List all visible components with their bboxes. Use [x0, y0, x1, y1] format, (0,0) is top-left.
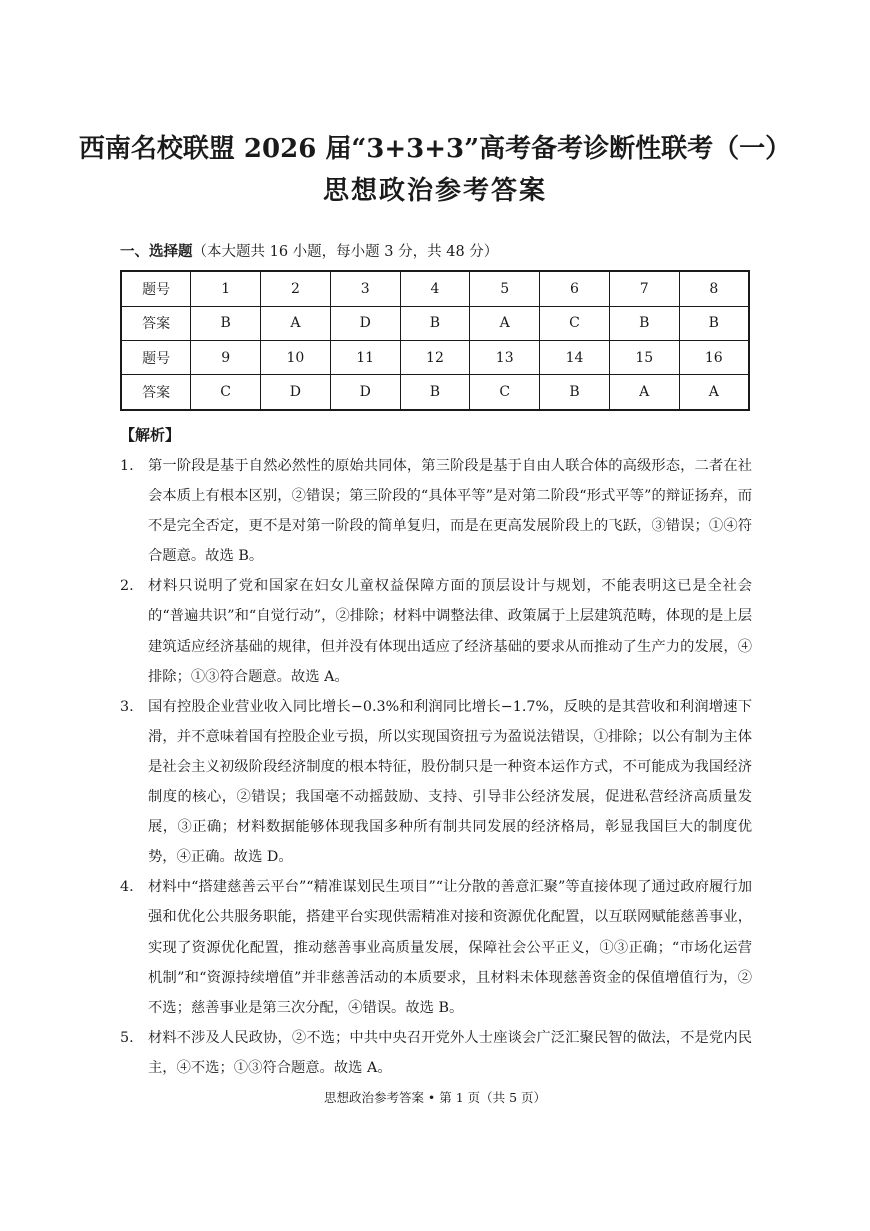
item-text: 材料中“搭建慈善云平台”“精准谋划民生项目”“让分散的善意汇聚”等直接体现了通过政府履行加强和优化公共服务职能，搭建平台实现供需精准对接和资源优化配置，以互联网赋能慈善事业，实现了资源优化配置，推动慈善事业高质量发展，保障社会公平正义，①③正确；“市场化运营机制”和“资源持续增值”并非慈善活动的本质要求，且材料未体现慈善资金的保值增值行为，②不选；慈善事业是第三次分配，④错误。故选 B。	[148, 879, 752, 1016]
table-row	[121, 306, 749, 340]
analysis-item-5	[120, 1023, 752, 1083]
table-cell: A	[609, 375, 679, 410]
table-cell: D	[330, 306, 400, 340]
table-cell: D	[330, 375, 400, 410]
table-row	[121, 340, 749, 374]
analysis-item-1	[120, 451, 752, 571]
item-text: 材料不涉及人民政协，②不选；中共中央召开党外人士座谈会广泛汇聚民智的做法，不是党内民主，④不选；①③符合题意。故选 A。	[148, 1029, 752, 1076]
table-cell: 12	[400, 340, 470, 374]
section-heading	[120, 240, 498, 261]
item-number: 1.	[120, 458, 134, 474]
table-cell: 9	[191, 340, 261, 374]
table-cell: 14	[540, 340, 610, 374]
item-text: 材料只说明了党和国家在妇女儿童权益保障方面的顶层设计与规划，不能表明这已是全社会的“普遍共识”和“自觉行动”，②排除；材料中调整法律、政策属于上层建筑范畴，体现的是上层建筑适应经济基础的规律，但并没有体现出适应了经济基础的要求从而推动了生产力的发展，④排除；①③符合题意。故选 A。	[148, 578, 752, 685]
table-cell: 16	[679, 340, 749, 374]
row-label: 题号	[121, 271, 191, 306]
item-text: 国有控股企业营业收入同比增长−0.3%和利润同比增长−1.7%，反映的是其营收和利润增速下滑，并不意味着国有控股企业亏损，所以实现国资扭亏为盈说法错误，①排除；以公有制为主体是社会主义初级阶段经济制度的根本特征，股份制只是一种资本运作方式，不可能成为我国经济制度的核心，②错误；我国毫不动摇鼓励、支持、引导非公经济发展，促进私营经济高质量发展，③正确；材料数据能够体现我国多种所有制共同发展的经济格局，彰显我国巨大的制度优势，④正确。故选 D。	[148, 698, 752, 866]
analysis-list	[120, 451, 752, 1083]
table-cell: 7	[609, 271, 679, 306]
item-text: 第一阶段是基于自然必然性的原始共同体，第三阶段是基于自由人联合体的高级形态，二者在社会本质上有根本区别，②错误；第三阶段的“具体平等”是对第二阶段“形式平等”的辩证扬弃，而不是完全否定，更不是对第一阶段的简单复归，而是在更高发展阶段上的飞跃，③错误；①④符合题意。故选 B。	[148, 458, 752, 565]
table-cell: A	[470, 306, 540, 340]
table-cell: B	[400, 375, 470, 410]
table-cell: B	[679, 306, 749, 340]
table-cell: 13	[470, 340, 540, 374]
item-number: 4.	[120, 879, 134, 896]
table-cell: 8	[679, 271, 749, 306]
table-cell: 10	[261, 340, 331, 374]
table-cell: 3	[330, 271, 400, 306]
table-cell: B	[191, 306, 261, 340]
table-cell: 1	[191, 271, 261, 306]
table-cell: 11	[330, 340, 400, 374]
analysis-item-2	[120, 571, 752, 691]
table-cell: C	[470, 375, 540, 410]
row-label: 答案	[121, 306, 191, 340]
table-cell: 4	[400, 271, 470, 306]
table-cell: 15	[609, 340, 679, 374]
document-subtitle: 思想政治参考答案	[322, 176, 547, 206]
item-number: 5.	[120, 1029, 134, 1046]
table-cell: B	[540, 375, 610, 410]
analysis-heading: 【解析】	[120, 426, 181, 444]
table-cell: C	[540, 306, 610, 340]
section-note: （本大题共 16 小题，每小题 3 分，共 48 分）	[192, 244, 499, 260]
table-cell: B	[609, 306, 679, 340]
row-label: 答案	[121, 375, 191, 410]
item-number: 3.	[120, 698, 134, 715]
table-cell: 6	[540, 271, 610, 306]
table-cell: 2	[261, 271, 331, 306]
page-footer: 思想政治参考答案 • 第 1 页（共 5 页）	[323, 1090, 547, 1105]
table-row	[121, 375, 749, 410]
section-label: 一、选择题	[120, 243, 193, 260]
table-cell: D	[261, 375, 331, 410]
document-title: 西南名校联盟 2026 届“3+3+3”高考备考诊断性联考（一）	[78, 134, 792, 164]
table-cell: A	[679, 375, 749, 410]
table-cell: C	[191, 375, 261, 410]
table-cell: 5	[470, 271, 540, 306]
answer-table	[120, 270, 750, 411]
item-number: 2.	[120, 578, 134, 595]
table-row	[121, 271, 749, 306]
row-label: 题号	[121, 340, 191, 374]
analysis-item-3	[120, 692, 752, 873]
table-cell: B	[400, 306, 470, 340]
table-cell: A	[261, 306, 331, 340]
analysis-item-4	[120, 872, 752, 1022]
